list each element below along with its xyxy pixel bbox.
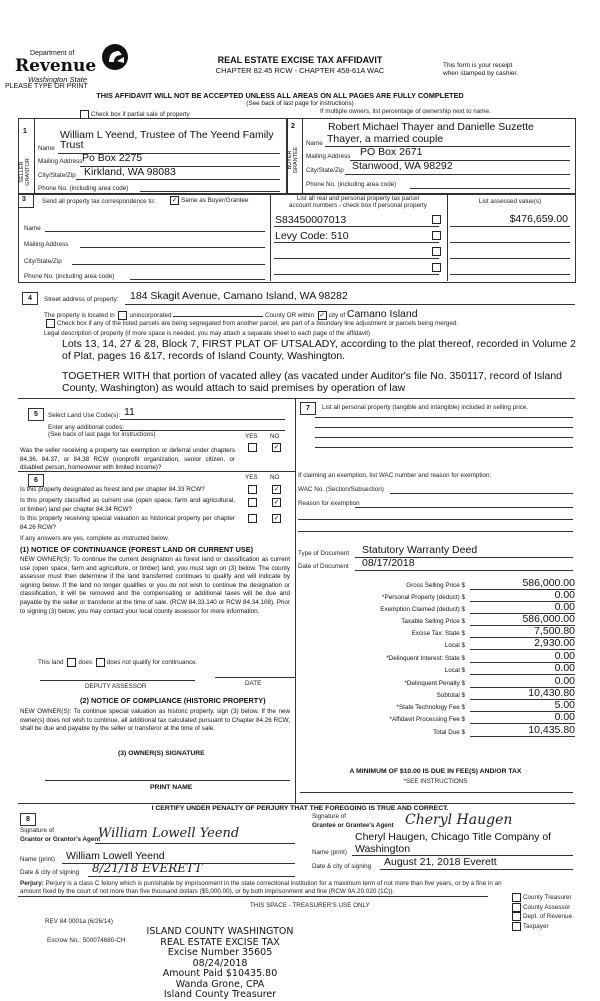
- property-city: Camano Island: [346, 308, 418, 320]
- personal-property-checkbox[interactable]: [432, 215, 441, 224]
- multiple-owners-note: If multiple owners, list percentage of ownership next to name.: [320, 108, 491, 115]
- dor-logo-icon: [100, 42, 130, 72]
- street-label: Street address of property:: [44, 296, 119, 303]
- doc-date-label: Date of Document: [298, 563, 349, 570]
- amount-value[interactable]: 7,500.80: [470, 626, 575, 638]
- copy-distribution: [510, 893, 572, 932]
- date-label: DATE: [245, 680, 262, 687]
- seller-mailing[interactable]: Po Box 2275: [82, 152, 143, 164]
- seller-name-label: Name: [38, 145, 55, 152]
- doc-type[interactable]: Statutory Warranty Deed: [362, 544, 478, 556]
- amount-value[interactable]: 586,000.00: [470, 614, 575, 626]
- copy-dept-revenue: Dept. of Revenue: [510, 912, 572, 922]
- legal-desc-line2: of Plat, pages 16 &17, records of Island County, Washington.: [62, 350, 346, 362]
- legal-desc-line1: Lots 13, 14, 27 & 28, Block 7, FIRST PLAT OF UTSALADY, according to the plat thereof, recorded in Volume 2: [62, 338, 576, 350]
- buyer-name-line2[interactable]: Thayer, a married couple: [327, 133, 444, 145]
- s3-city-label: City/State/Zip: [24, 258, 62, 265]
- historic-no-checkbox[interactable]: ✓: [273, 515, 280, 522]
- rev-number: REV 84 0001a (6/26/14): [45, 918, 113, 925]
- escrow-number: Escrow No.: 500074680-CH: [47, 937, 126, 944]
- grantee-date-city[interactable]: August 21, 2018 Everett: [384, 856, 497, 868]
- amount-value[interactable]: 10,430.80: [470, 688, 575, 700]
- same-as-buyer-checkbox[interactable]: ✓ Same as Buyer/Grantee: [171, 197, 249, 205]
- any-yes-note: If any answers are yes, complete as instructed below.: [20, 535, 170, 542]
- land-use-code[interactable]: 11: [124, 406, 135, 418]
- grantee-name-label: Name (print): [312, 849, 347, 856]
- copy-county-assessor: County Assessor: [510, 903, 572, 913]
- personal-property-line[interactable]: [315, 427, 573, 428]
- located-in-row: The property is located in unincorporated County OR within ✓ city of Camano Island: [44, 308, 418, 320]
- amount-label: Local $: [444, 642, 465, 649]
- buyer-mailing-label: Mailing Address: [306, 153, 351, 160]
- grantee-agent-label: Grantee or Grantee's Agent: [312, 822, 394, 829]
- treasurer-stamp: [140, 927, 300, 1001]
- buyer-mailing[interactable]: PO Box 2671: [360, 146, 423, 158]
- seller-name-line2[interactable]: Trust: [60, 139, 84, 151]
- amount-label: *Delinquent Interest: State $: [386, 655, 465, 662]
- reason-field[interactable]: [355, 507, 573, 508]
- s5-see-back: (See back of last page for instructions): [48, 431, 156, 438]
- amount-label: Gross Selling Price $: [406, 582, 465, 589]
- amount-label: Subtotal $: [436, 692, 465, 699]
- stamp-line: ISLAND COUNTY WASHINGTON: [146, 926, 294, 937]
- no-header: NO: [270, 474, 280, 481]
- stamp-line: REAL ESTATE EXCISE TAX: [160, 936, 280, 948]
- forest-yes-checkbox[interactable]: [248, 485, 257, 494]
- notice1-title: (1) NOTICE OF CONTINUANCE (FOREST LAND OR CURRENT USE): [20, 545, 254, 554]
- amount-value[interactable]: 0.00: [470, 590, 575, 602]
- grantor-signature[interactable]: William Lowell Yeend: [98, 826, 240, 841]
- section-5-number: 5: [28, 408, 44, 421]
- notice2-title: (2) NOTICE OF COMPLIANCE (HISTORIC PROPERTY): [80, 696, 266, 705]
- grantor-agent-label: Grantor or Grantor's Agent: [20, 836, 101, 843]
- buyer-side-label: BUYER GRANTEE: [287, 146, 299, 174]
- section-6-number: 6: [28, 474, 44, 487]
- amount-label: *Personal Property (deduct) $: [382, 594, 465, 601]
- s3-name-label: Name: [24, 225, 41, 232]
- amount-value[interactable]: 5.00: [470, 700, 575, 712]
- street-address[interactable]: 184 Skagit Avenue, Camano Island, WA 98282: [130, 290, 348, 302]
- continuance-row: This land does does not qualify for continuance.: [38, 659, 198, 667]
- buyer-city-label: City/State/Zip: [306, 167, 344, 174]
- amount-value[interactable]: 586,000.00: [470, 578, 575, 590]
- grantee-signature[interactable]: Cheryl Haugen: [405, 812, 513, 828]
- legal-desc-label: Legal description of property (if more space is needed, you may attach a separate sheet to each page of the affidavit): [44, 330, 371, 337]
- seller-phone-label: Phone No. (including area code): [38, 185, 129, 192]
- seller-city-label: City/State/Zip: [38, 172, 76, 179]
- form-title: REAL ESTATE EXCISE TAX AFFIDAVIT: [217, 55, 383, 65]
- exemption-no-checkbox[interactable]: ✓: [273, 444, 280, 451]
- amount-value[interactable]: 0.00: [470, 676, 575, 688]
- amount-label: Total Due $: [433, 729, 465, 736]
- section-7-number: 7: [300, 402, 316, 415]
- s3-city-field[interactable]: [72, 264, 265, 265]
- owner-signature-label: (3) OWNER(S) SIGNATURE: [118, 750, 205, 757]
- s3-phone-label: Phone No. (including area code): [24, 273, 115, 280]
- wac-label: WAC No. (Section/Subsection): [298, 486, 384, 493]
- s3-mailing-field[interactable]: [80, 247, 265, 248]
- amount-label: Excise Tax: State $: [411, 630, 465, 637]
- stamp-treasurer-title: Island County Treasurer: [163, 989, 277, 1000]
- segregated-checkbox-row[interactable]: Check box if any of the listed parcels are being segregated from another parcel, are part of a boundary line adjustment or parcels being merged.: [44, 319, 458, 328]
- amount-value[interactable]: 0.00: [470, 663, 575, 675]
- personal-property-checkbox[interactable]: [432, 247, 441, 256]
- seller-city[interactable]: Kirkland, WA 98083: [84, 166, 176, 178]
- seller-side-label: SELLER GRANTOR: [19, 158, 31, 186]
- deputy-assessor-signature-line[interactable]: [40, 680, 195, 681]
- forest-no-checkbox[interactable]: ✓: [273, 486, 280, 493]
- legal-desc-line3: TOGETHER WITH that portion of vacated alley (as vacated under Auditor's file No. 350117, record of Island: [62, 370, 563, 382]
- stamp-amount-paid: Amount Paid $10435.80: [162, 968, 278, 979]
- amount-label: *Affidavit Processing Fee $: [389, 716, 465, 723]
- parcel-number[interactable]: S83450007013: [275, 214, 347, 226]
- seller-phone-field[interactable]: [140, 191, 280, 192]
- grantee-name-line1[interactable]: Cheryl Haugen, Chicago Title Company of: [355, 831, 552, 843]
- s3-mailing-label: Mailing Address: [24, 241, 69, 248]
- parcel-number[interactable]: Levy Code: 510: [275, 230, 349, 242]
- perjury-certification: I CERTIFY UNDER PENALTY OF PERJURY THAT THE FOREGOING IS TRUE AND CORRECT.: [151, 805, 449, 812]
- logo-line3: Washington State: [28, 75, 88, 84]
- assessed-header: List assessed value(s): [478, 198, 542, 205]
- personal-property-line[interactable]: [315, 417, 573, 418]
- no-header: NO: [270, 433, 280, 440]
- assessed-value[interactable]: $476,659.00: [509, 213, 568, 225]
- amount-value[interactable]: 0.00: [470, 712, 575, 724]
- doc-type-label: Type of Document: [298, 550, 350, 557]
- logo-line1: Department of: [30, 50, 75, 57]
- seller-name-line1: William L Yeend, Trustee of The Yeend Family: [60, 129, 274, 141]
- notice2-text: NEW OWNER(S): To continue special valuation as historic property, sign (3) below. If the new owner(s) does not wish to continue, all additional tax calculated pursuant to Chapter 84.26 RCW, shall be due and payable by the seller or transferor at the time of sale.: [20, 708, 290, 733]
- amount-value[interactable]: 2,930.00: [470, 638, 575, 650]
- warning-text: THIS AFFIDAVIT WILL NOT BE ACCEPTED UNLESS ALL AREAS ON ALL PAGES ARE FULLY COMPLETED: [96, 91, 464, 100]
- section-1-number: 1: [23, 128, 27, 135]
- buyer-phone-field[interactable]: [410, 188, 570, 189]
- stamp-excise-number: Excise Number 35605: [167, 947, 273, 958]
- treasurer-use-label: THIS SPACE - TREASURER'S USE ONLY: [250, 902, 370, 909]
- doc-date[interactable]: 08/17/2018: [362, 557, 415, 569]
- wac-field[interactable]: [390, 493, 573, 494]
- perjury-line1: Perjury: Perjury is a class C felony which is punishable by imprisonment in the state correctional institution for a maximum term of not more than five years, or by a fine in an: [20, 880, 502, 887]
- receipt-note-1: This form is your receipt: [443, 62, 513, 69]
- section-4-number: 4: [22, 292, 38, 305]
- claiming-exemption-label: If claiming an exemption, list WAC number and reason for exemption:: [298, 472, 492, 479]
- form-subtitle: CHAPTER 82.45 RCW - CHAPTER 458-61A WAC: [215, 66, 385, 75]
- section-3-number: 3: [22, 196, 26, 203]
- buyer-city[interactable]: Stanwood, WA 98292: [352, 160, 453, 172]
- does-not-qualify-checkbox[interactable]: [96, 658, 105, 667]
- personal-property-checkbox[interactable]: [432, 263, 441, 272]
- receipt-note-2: when stamped by cashier.: [443, 70, 519, 77]
- personal-property-line[interactable]: [315, 447, 573, 448]
- stamp-treasurer-name: Wanda Grone, CPA: [175, 978, 265, 990]
- buyer-phone-label: Phone No. (including area code): [306, 181, 397, 188]
- exemption-yes-checkbox[interactable]: [248, 443, 257, 452]
- parcel-header-2: account numbers - check box if personal property: [289, 202, 427, 209]
- grantee-date-label: Date & city of signing: [312, 863, 372, 870]
- print-name-label: PRINT NAME: [150, 784, 193, 791]
- additional-codes-label: Enter any additional codes:: [48, 424, 124, 431]
- copy-county-treasurer: County Treasurer: [510, 893, 572, 903]
- assessor-date-line[interactable]: [215, 677, 295, 678]
- type-or-print: PLEASE TYPE OR PRINT: [5, 83, 88, 90]
- yes-header: YES: [245, 474, 258, 481]
- amount-label: Exemption Claimed (deduct) $: [380, 606, 465, 613]
- exemption-question: Was the seller receiving a property tax exemption or deferral under chapters 84.36, 84.37, or 84.38 RCW (nonprofit organization, senior citizen, or disabled person, homeowner with limited income)?: [20, 447, 235, 472]
- legal-desc-line4: County, Washington) as would attach to said premises by operation of law: [62, 382, 406, 394]
- partial-sale-label: Check box if partial sale of property: [91, 111, 190, 119]
- city-of-checkbox[interactable]: ✓: [319, 311, 326, 319]
- amount-label: *State Technology Fee $: [396, 704, 465, 711]
- see-instructions-note: *SEE INSTRUCTIONS: [403, 778, 468, 785]
- forest-land-question: Is this property designated as forest land per chapter 84.33 RCW?: [20, 486, 205, 493]
- s3-name-field[interactable]: [45, 231, 265, 232]
- amount-label: *Delinquent Penalty $: [404, 680, 465, 687]
- minimum-due-note: A MINIMUM OF $10.00 IS DUE IN FEE(S) AND/OR TAX: [349, 768, 522, 775]
- amount-label: Local $: [444, 667, 465, 674]
- perjury-line2: amount fixed by the court of not more than five thousand dollars ($5,000.00), or by both imprisonment and fine (RCW 9A.20.020 (1C)).: [20, 888, 395, 895]
- amount-value[interactable]: 0.00: [470, 651, 575, 663]
- current-use-yes-checkbox[interactable]: [248, 498, 257, 507]
- grantor-sig-of: Signature of: [20, 827, 54, 834]
- buyer-name-label: Name: [306, 140, 323, 147]
- amount-label: Taxable Selling Price $: [401, 618, 465, 625]
- historic-question: Is this property receiving special valuation as historical property per chapter 84.26 RCW?: [20, 515, 235, 531]
- logo-line2: Revenue: [15, 56, 97, 76]
- same-as-buyer-label: Same as Buyer/Grantee: [181, 197, 249, 205]
- grantor-date-label: Date & city of signing: [20, 869, 80, 876]
- owner-signature-line[interactable]: [45, 780, 290, 781]
- grantee-name-line2[interactable]: Washington: [355, 843, 411, 855]
- stamp-date: 08/24/2018: [192, 957, 248, 969]
- grantor-name[interactable]: William Lowell Yeend: [66, 850, 165, 862]
- personal-property-line[interactable]: [315, 437, 573, 438]
- notice1-text: NEW OWNER(S): To continue the current designation as forest land or classification as current use (open space, farm and agriculture, or timber) land, you must sign on (3) below. The county assessor must then determine if the land transferred continues to qualify and will indicate by signing below. If the land no longer qualifies or you do not wish to continue the designation or classification, it will be removed and the compensating or additional taxes will be due and payable by the seller or transferor at the time of sale. (RCW 84.33.140 or RCW 84.34.108). Prior to signing (3) below, you may contact your local county assessor for more information.: [20, 556, 290, 615]
- copy-taxpayer: Taxpayer: [510, 922, 572, 932]
- seller-mailing-label: Mailing Address: [38, 158, 83, 165]
- grantee-sig-of: Signature of: [312, 813, 346, 820]
- parcel-header-1: List all real and personal property tax parcel: [296, 195, 420, 202]
- historic-yes-checkbox[interactable]: [248, 514, 257, 523]
- section-8-number: 8: [20, 813, 36, 826]
- current-use-no-checkbox[interactable]: ✓: [273, 499, 280, 506]
- does-qualify-checkbox[interactable]: [67, 658, 76, 667]
- see-back-note: (See back of last page for instructions): [246, 100, 354, 107]
- buyer-name-line1: Robert Michael Thayer and Danielle Suzette: [328, 121, 534, 133]
- land-use-label: Select Land Use Code(s):: [48, 412, 121, 419]
- grantor-date-city[interactable]: 8/21/18 EVERETT: [92, 861, 203, 875]
- deputy-assessor-label: DEPUTY ASSESSOR: [85, 683, 147, 690]
- personal-property-checkbox[interactable]: [432, 231, 441, 240]
- grantor-name-label: Name (print): [20, 856, 55, 863]
- yes-header: YES: [245, 433, 258, 440]
- current-use-question: Is this property classified as current use (open space, farm and agricultural, or timber) land per chapter 84.34 RCW?: [20, 497, 235, 513]
- s3-phone-field[interactable]: [130, 279, 265, 280]
- amount-value[interactable]: 10,435.80: [470, 725, 575, 737]
- section-2-number: 2: [291, 123, 295, 130]
- reason-label: Reason for exemption: [298, 500, 360, 507]
- send-correspondence-label: Send all property tax correspondence to:: [42, 198, 156, 205]
- amount-value[interactable]: 0.00: [470, 602, 575, 614]
- personal-property-label: List all personal property (tangible and intangible) included in selling price.: [322, 404, 529, 411]
